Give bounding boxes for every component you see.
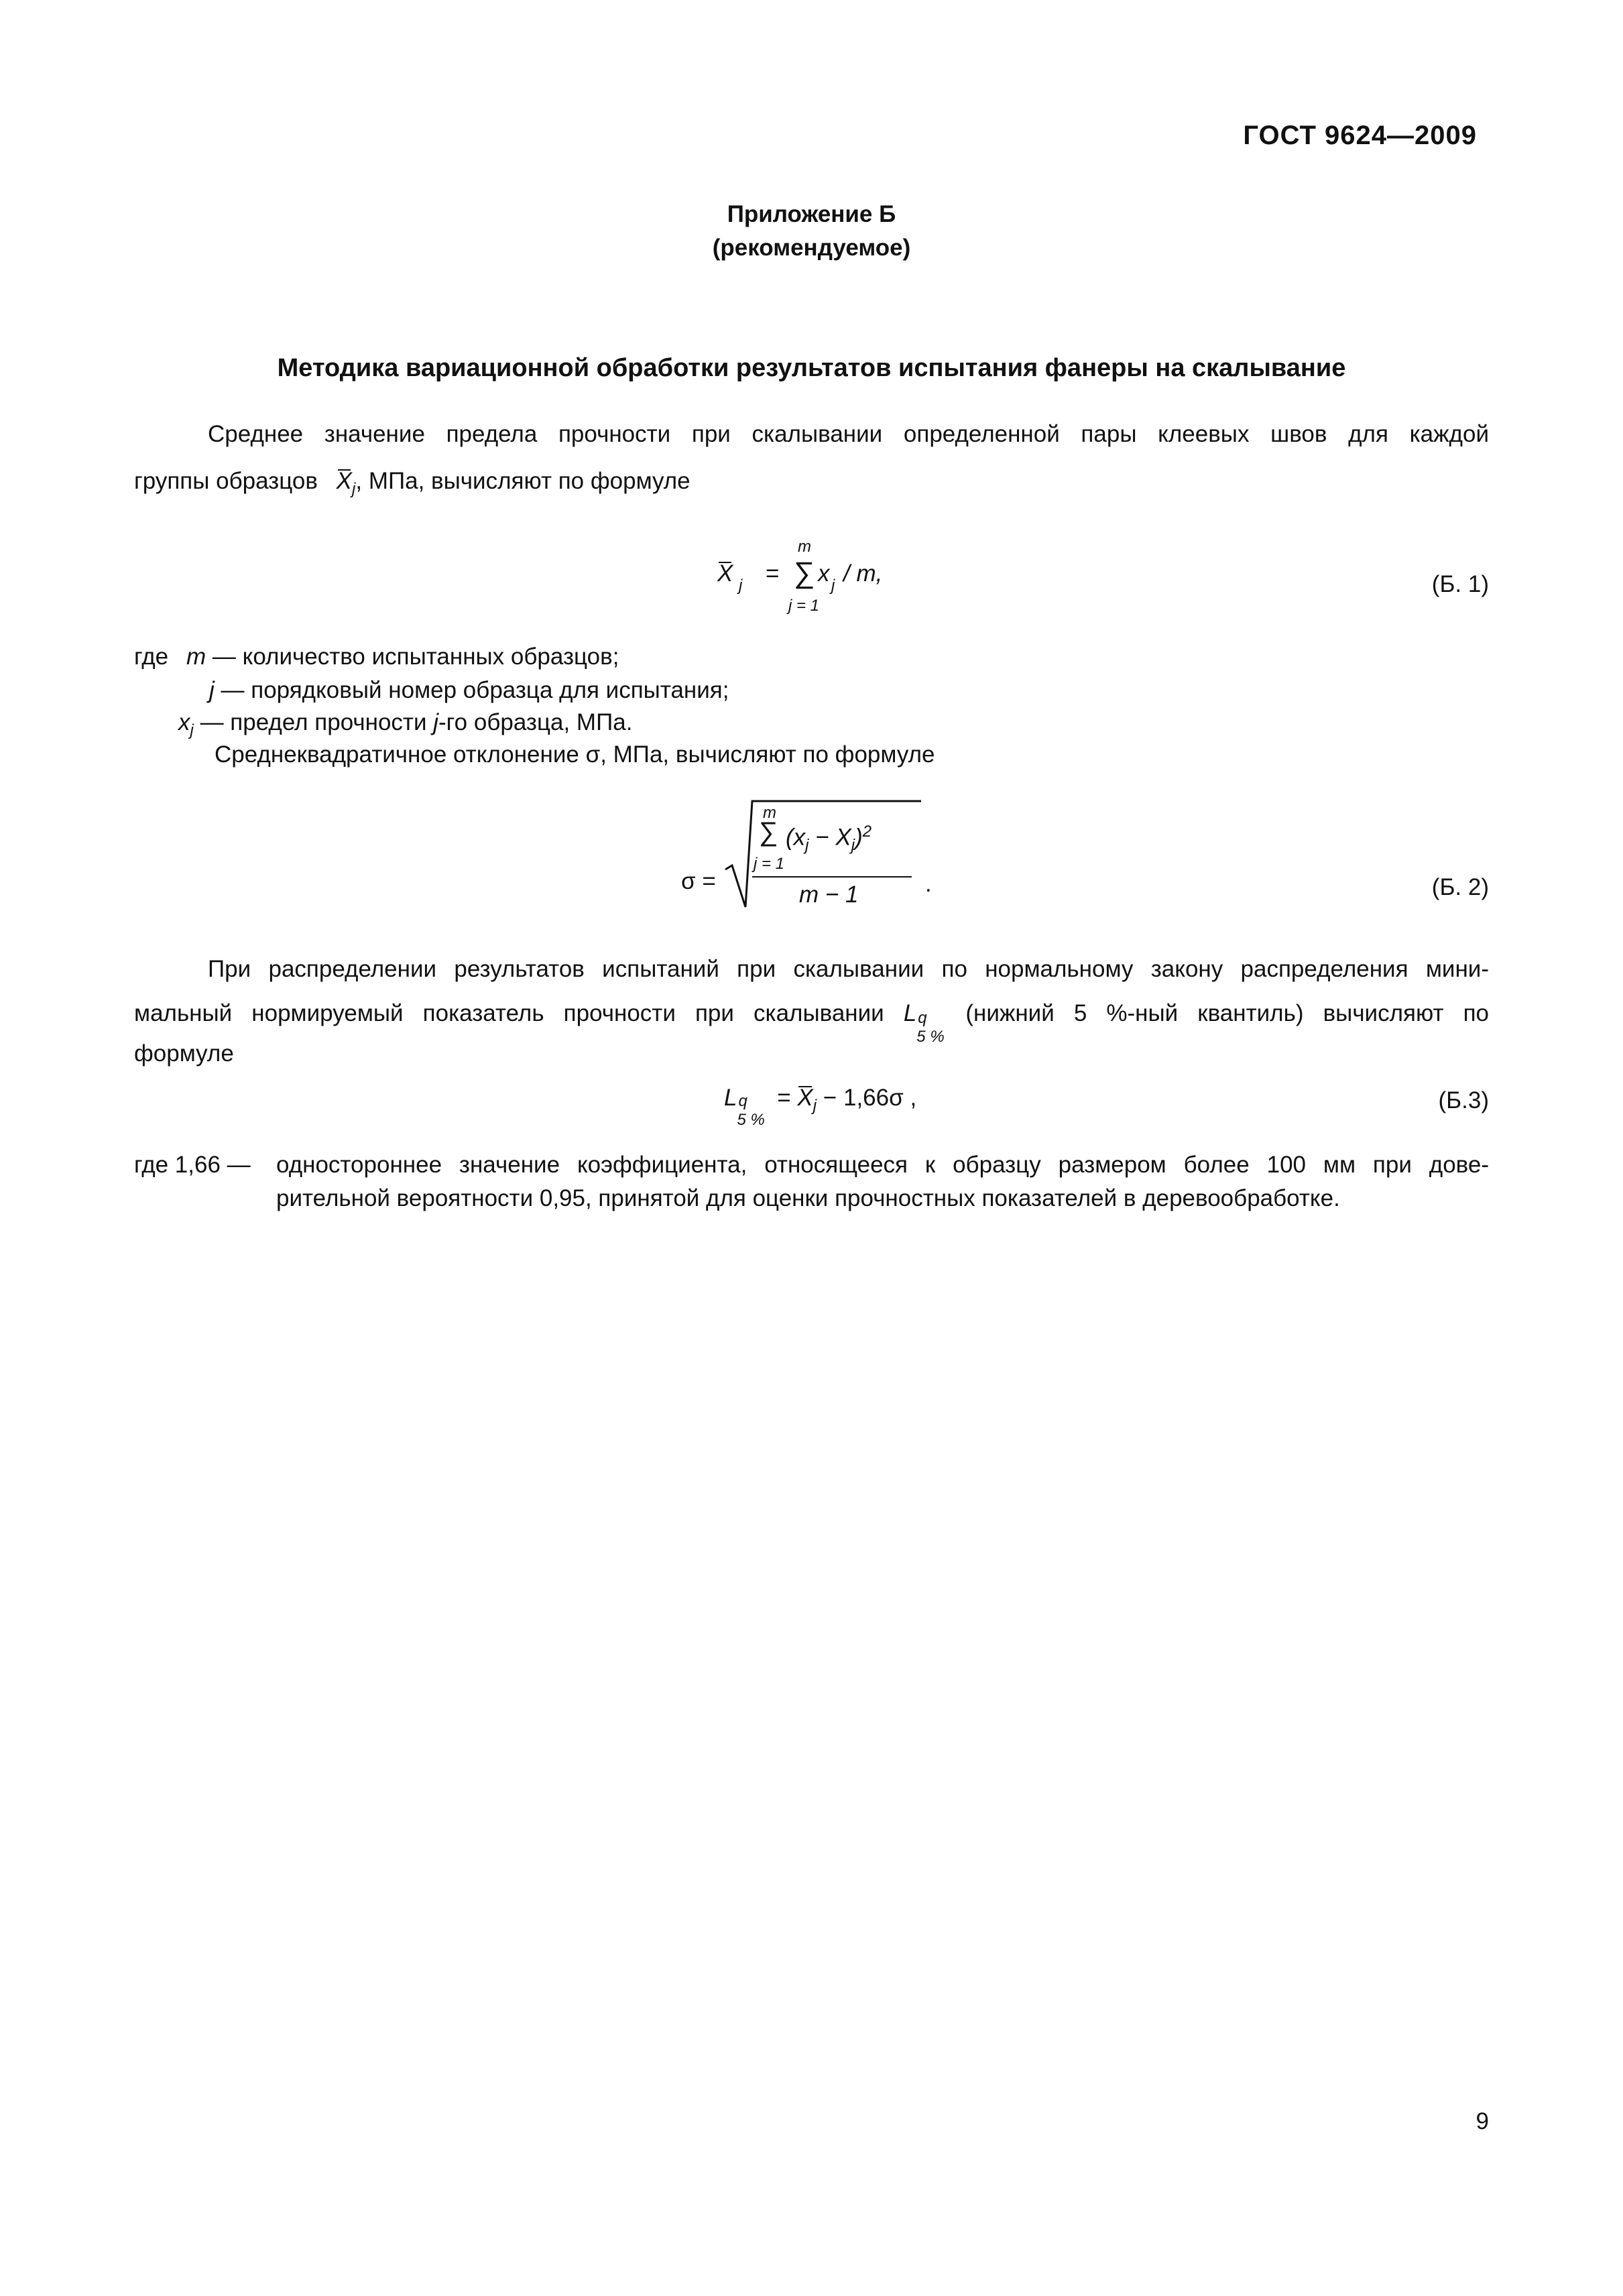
paragraph-2-line-2: мальный нормируемый показатель прочности при скалывании L q 5 % (нижний 5 %-ный квантиль) вычисляют по	[134, 1000, 1489, 1046]
where-item-xj: $x_j$ — предел прочности j-го образца, МПа.	[178, 709, 633, 739]
fraction-line	[752, 876, 912, 878]
formula-b3: L q 5 % = $X_j - 1,66\sigma$ ,	[724, 1085, 917, 1129]
where-item-j: j — порядковый номер образца для испытания;	[209, 677, 729, 703]
where-lead: где	[134, 644, 169, 670]
formula-b1: X j = m ∑ j = 1 x j / m,	[717, 538, 883, 615]
where-2-line-1: одностороннее значение коэффициента, относящееся к образцу размером более 100 мм при дове-	[276, 1152, 1489, 1178]
appendix-title: Приложение Б	[727, 201, 896, 227]
L-inline: L q 5 %	[903, 1000, 945, 1046]
document-header: ГОСТ 9624—2009	[1243, 121, 1477, 150]
sum-icon-2: ∑	[759, 817, 778, 847]
paragraph-2-line-3: формуле	[134, 1040, 234, 1067]
xbar-j-inline: $X_j$	[336, 468, 356, 498]
formula-b3-label: (Б.3)	[1438, 1087, 1489, 1113]
sum-icon: ∑	[794, 556, 815, 589]
where-2-lead: где 1,66 —	[134, 1152, 251, 1178]
paragraph-1-line-1: Среднее значение предела прочности при скалывании определенной пары клеевых швов для каждой	[208, 421, 1489, 447]
where-2-line-2: рительной вероятности 0,95, принятой для оценки прочностных показателей в деревообработке.	[276, 1185, 1340, 1211]
formula-b2: σ = m ∑ j = 1 $(x_j - X_j)^2$ m − 1 .	[677, 794, 959, 915]
paragraph-1-line-2: группы образцов $X_j$, МПа, вычисляют по формуле	[134, 468, 690, 498]
page-number: 9	[1476, 2108, 1489, 2134]
sigma-intro: Среднеквадратичное отклонение σ, МПа, вычисляют по формуле	[215, 741, 935, 768]
where-item-m: m — количество испытанных образцов;	[186, 644, 619, 670]
appendix-subtitle: (рекомендуемое)	[712, 235, 911, 261]
formula-b1-label: (Б. 1)	[1431, 571, 1489, 597]
section-title: Методика вариационной обработки результатов испытания фанеры на скалывание	[277, 354, 1346, 382]
formula-b2-label: (Б. 2)	[1431, 874, 1489, 900]
paragraph-2-line-1: При распределении результатов испытаний при скалывании по нормальному закону распределения мини-	[208, 956, 1489, 982]
